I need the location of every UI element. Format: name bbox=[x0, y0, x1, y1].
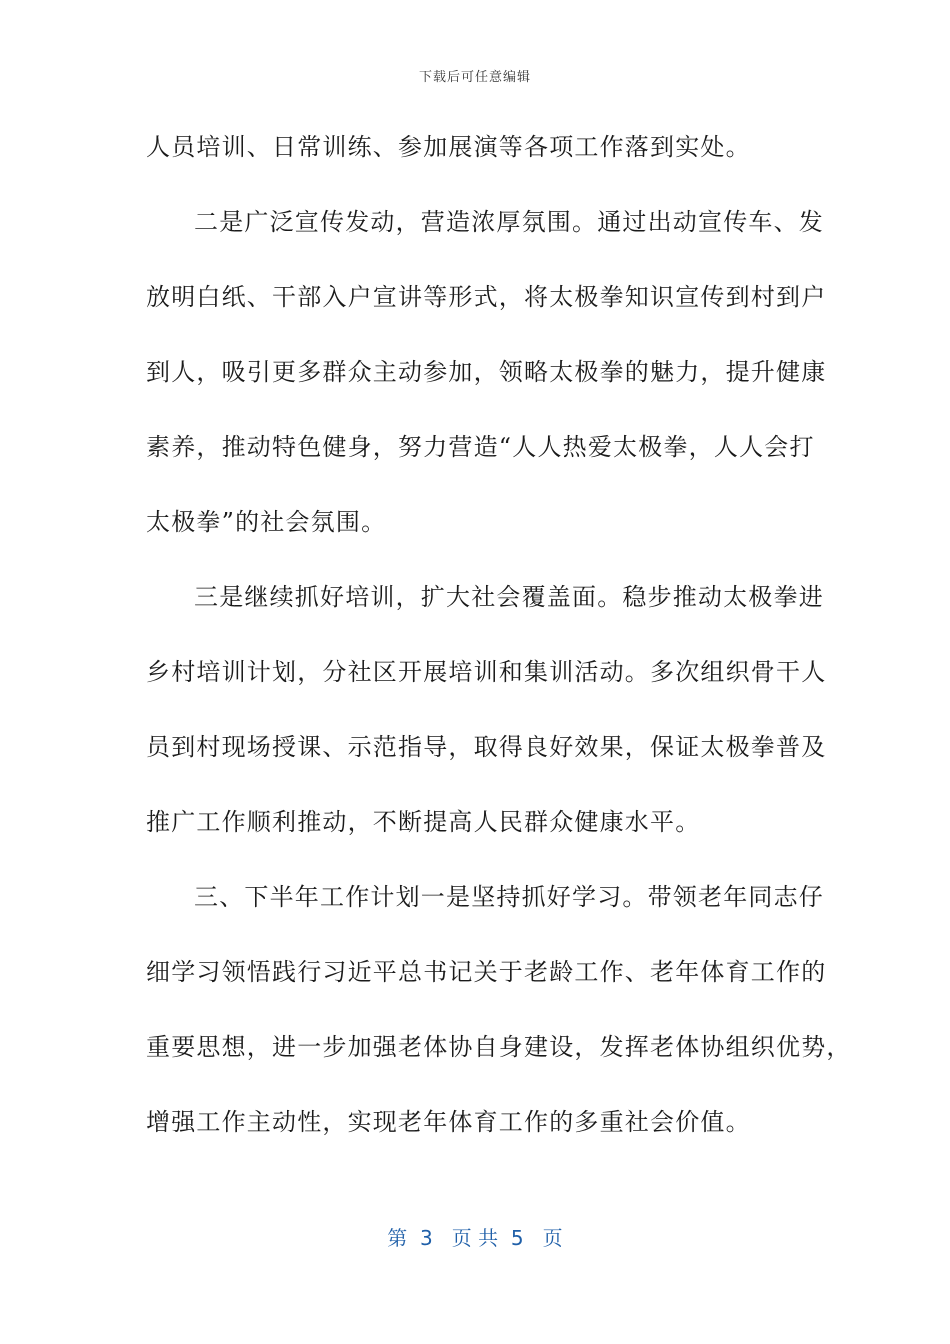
page-indicator: 第 3 页 共 5 页 bbox=[387, 1226, 563, 1250]
text-line: 员到村现场授课、示范指导，取得良好效果，保证太极拳普及 bbox=[146, 733, 827, 761]
header-note: 下载后可任意编辑 bbox=[418, 70, 531, 85]
text-line: 重要思想，进一步加强老体协自身建设，发挥老体协组织优势， bbox=[146, 1033, 852, 1061]
text-line: 乡村培训计划，分社区开展培训和集训活动。多次组织骨干人 bbox=[146, 658, 827, 686]
document-body bbox=[146, 118, 852, 1168]
text-line: 推广工作顺利推动，不断提高人民群众健康水平。 bbox=[146, 808, 701, 836]
text-line: 人员培训、日常训练、参加展演等各项工作落到实处。 bbox=[146, 133, 751, 161]
text-line: 二是广泛宣传发动，营造浓厚氛围。通过出动宣传车、发 bbox=[194, 208, 824, 236]
text-line: 素养，推动特色健身，努力营造“人人热爱太极拳，人人会打 bbox=[146, 433, 815, 461]
text-line: 增强工作主动性，实现老年体育工作的多重社会价值。 bbox=[146, 1108, 751, 1136]
text-line: 三是继续抓好培训，扩大社会覆盖面。稳步推动太极拳进 bbox=[194, 583, 824, 611]
text-line: 三、下半年工作计划一是坚持抓好学习。带领老年同志仔 bbox=[194, 883, 824, 911]
text-line: 放明白纸、干部入户宣讲等形式，将太极拳知识宣传到村到户 bbox=[146, 283, 827, 311]
text-line: 到人，吸引更多群众主动参加，领略太极拳的魅力，提升健康 bbox=[146, 358, 827, 386]
text-line: 太极拳”的社会氛围。 bbox=[146, 508, 387, 536]
text-line: 细学习领悟践行习近平总书记关于老龄工作、老年体育工作的 bbox=[146, 958, 827, 986]
